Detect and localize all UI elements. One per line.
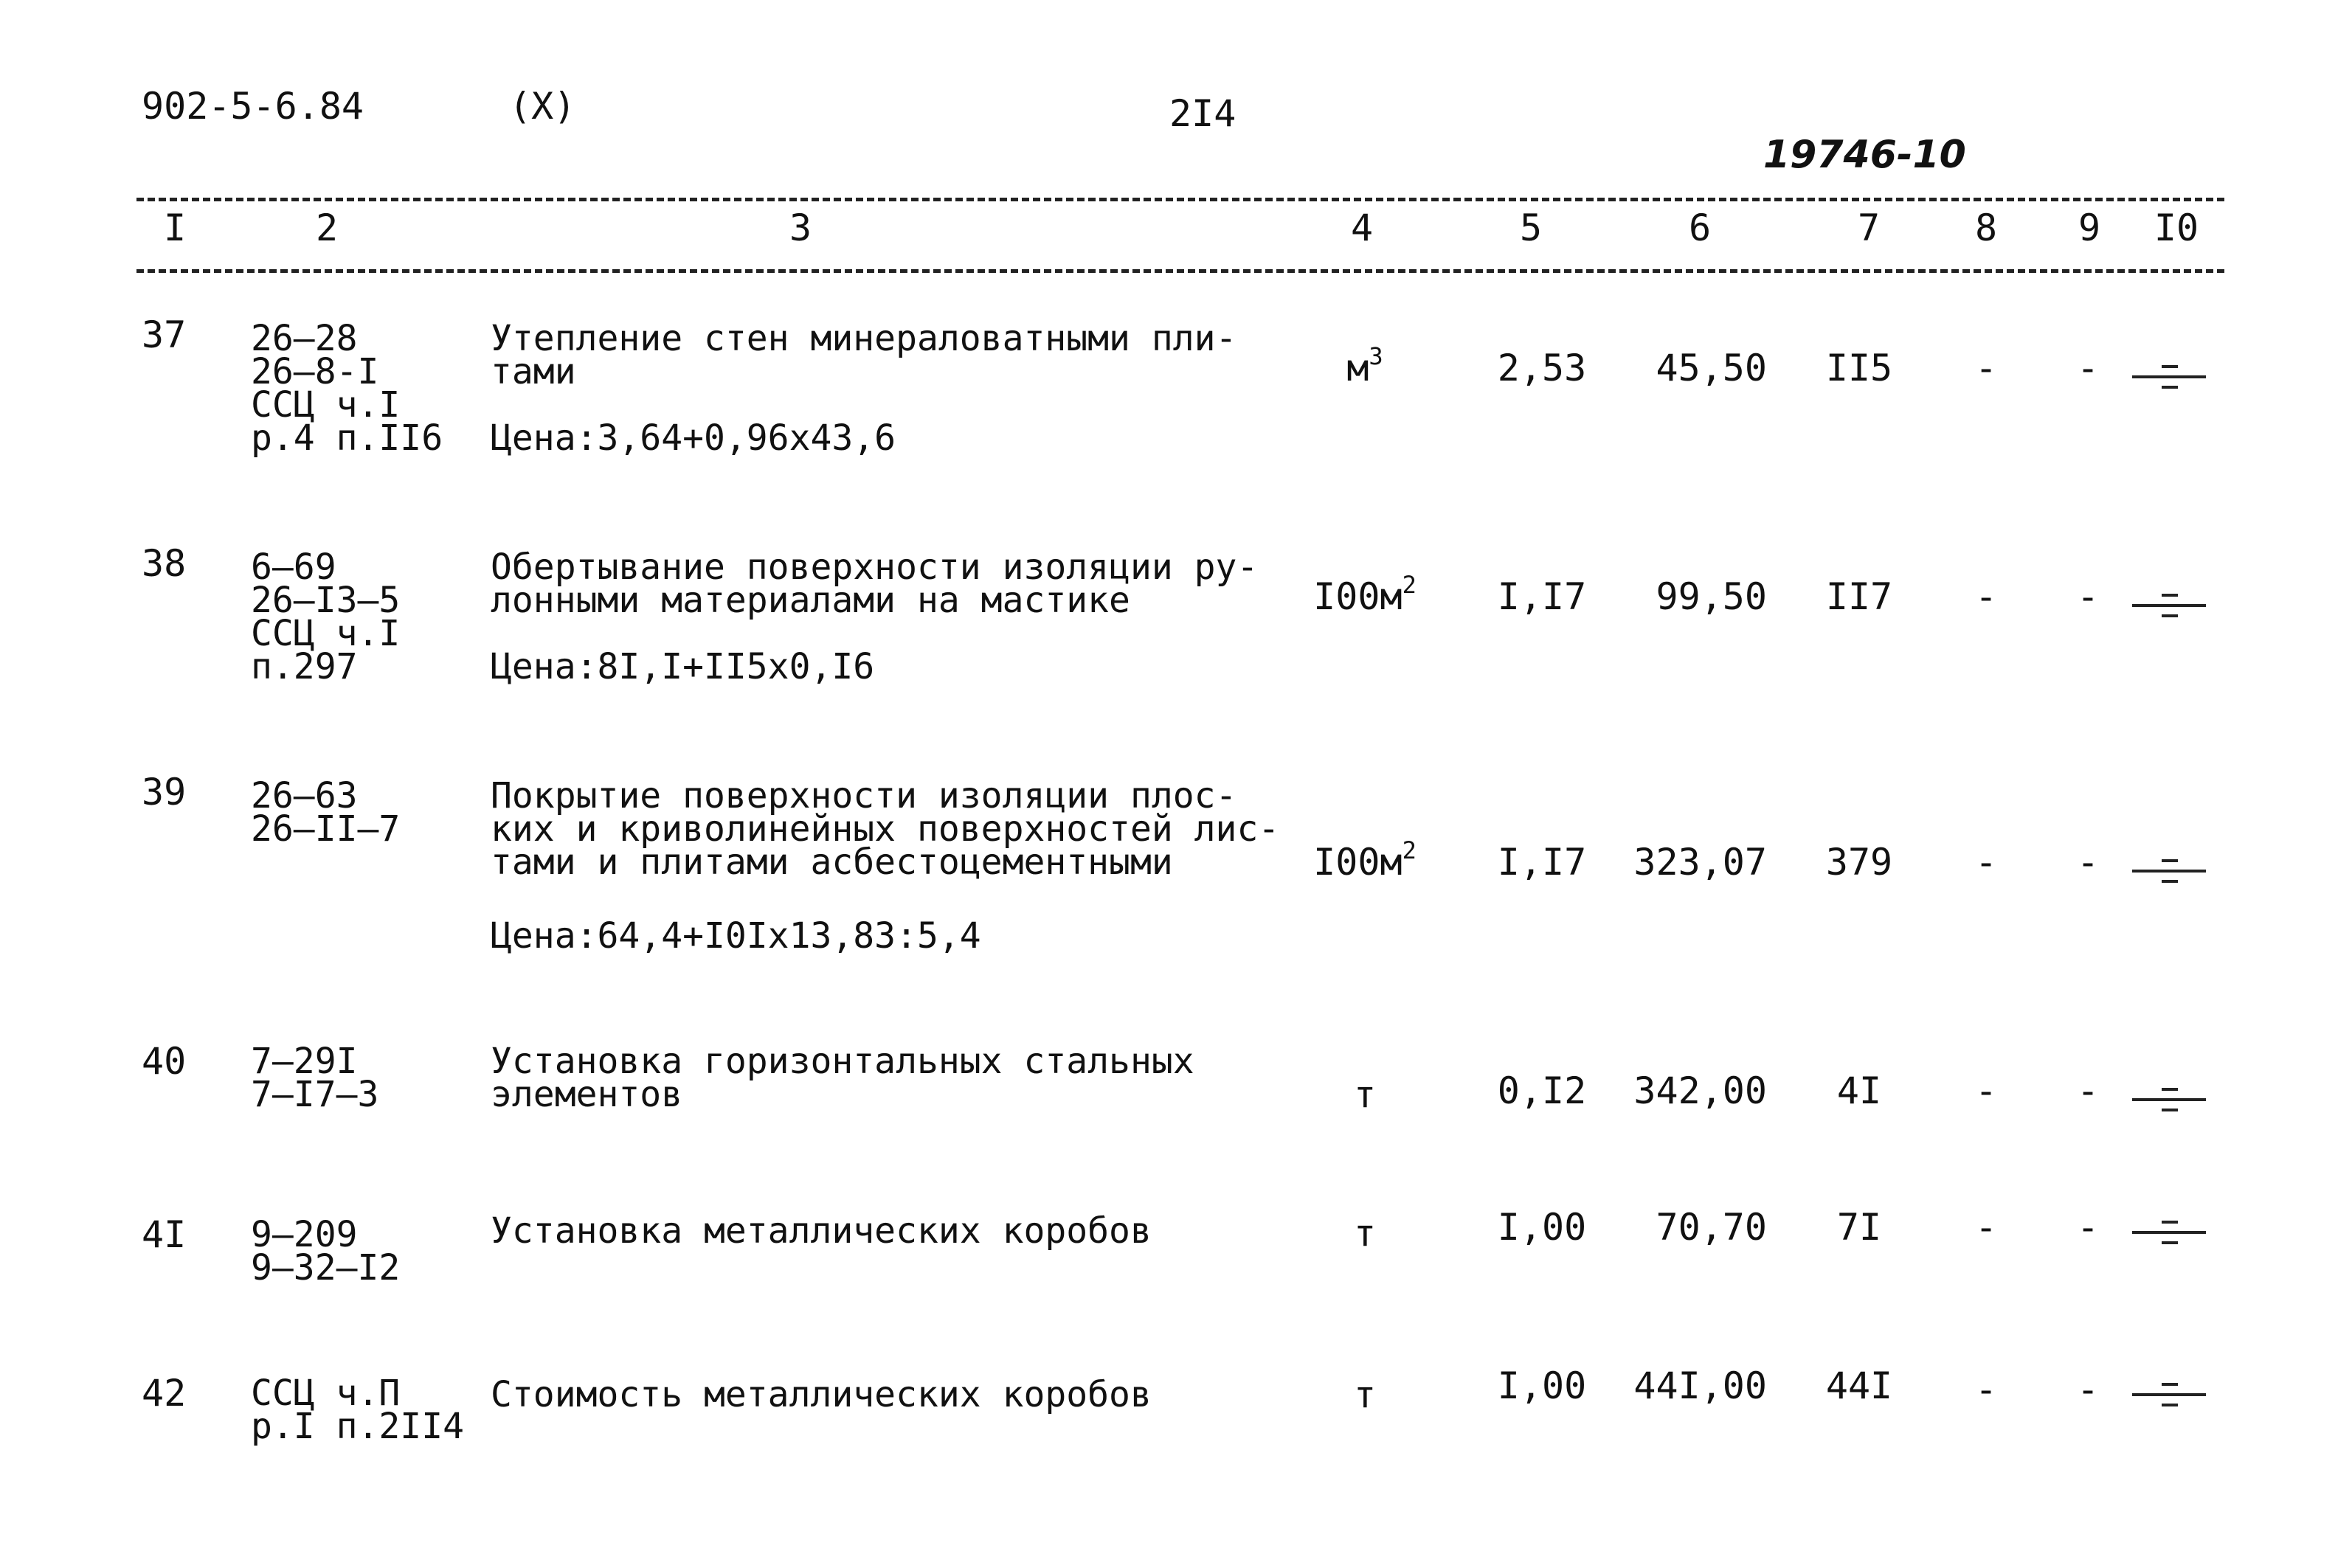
quantity: 0,I2 (1497, 1069, 1587, 1112)
description-line: Установка горизонтальных стальных (491, 1041, 1194, 1082)
unit (1298, 342, 1431, 389)
description-line: лонными материалами на мастике (491, 580, 1130, 621)
quantity: I,I7 (1497, 841, 1587, 884)
code-line: р.4 п.II6 (251, 417, 443, 459)
column-header: 5 (1519, 207, 1543, 249)
description-line: ких и криволинейных поверхностей лис- (491, 808, 1280, 850)
column-header: 4 (1350, 207, 1374, 249)
description-line: Установка металлических коробов (491, 1210, 1152, 1252)
code-line: ССЦ ч.П (251, 1373, 401, 1414)
unit-exponent: 2 (1402, 571, 1417, 599)
price-formula: Цена:8I,I+II5х0,I6 (491, 646, 875, 687)
unit-rate: 70,70 (1656, 1206, 1767, 1249)
row-number: 4I (142, 1213, 187, 1256)
code-line: 9–32–I2 (251, 1247, 401, 1288)
unit-rate: 342,00 (1633, 1069, 1767, 1112)
description-line: Покрытие поверхности изоляции плос- (491, 775, 1237, 816)
page-number: 2I4 (1169, 92, 1236, 135)
description-line: Утепление стен минераловатными пли- (491, 318, 1237, 359)
code-line: 26–I3–5 (251, 580, 401, 621)
archive-stamp-number: 19746-10 (1763, 133, 1966, 177)
column-9-value: - (2076, 347, 2100, 389)
column-8-value: - (1974, 1368, 1998, 1411)
column-header: 9 (2078, 207, 2101, 249)
row-number: 40 (142, 1040, 187, 1083)
total-cost: 379 (1825, 841, 1893, 884)
unit-text: I00м (1313, 575, 1402, 618)
total-cost: 7I (1836, 1206, 1882, 1249)
column-header: 2 (315, 207, 339, 249)
section-label: (X) (509, 85, 576, 128)
description-line: Стоимость металлических коробов (491, 1374, 1152, 1415)
code-line: 26–63 (251, 775, 358, 816)
unit-text: т (1353, 1373, 1377, 1416)
unit (1298, 1373, 1431, 1416)
column-8-value: - (1974, 575, 1998, 618)
column-9-value: - (2076, 1368, 2100, 1411)
unit-text: м (1346, 347, 1369, 389)
column-8-value: - (1974, 347, 1998, 389)
row-number: 39 (142, 771, 187, 814)
row-number: 37 (142, 313, 187, 356)
column-header: I (163, 207, 187, 249)
unit-rate: 45,50 (1656, 347, 1767, 389)
code-line: 26–28 (251, 318, 358, 359)
code-line: 7–29I (251, 1041, 358, 1082)
header-top-rule (136, 198, 2224, 201)
unit-rate: 323,07 (1633, 841, 1767, 884)
column-header: 8 (1974, 207, 1998, 249)
price-formula: Цена:64,4+I0Iх13,83:5,4 (491, 915, 981, 957)
quantity: I,00 (1497, 1364, 1587, 1407)
code-line: 26–II–7 (251, 808, 401, 850)
description-line: Обертывание поверхности изоляции ру- (491, 547, 1259, 588)
unit-exponent: 3 (1369, 342, 1383, 370)
code-line: 9–209 (251, 1214, 358, 1255)
code-line: 26–8-I (251, 351, 379, 392)
total-cost: 4I (1836, 1069, 1882, 1112)
column-9-value: - (2076, 1069, 2100, 1112)
description-line: тами и плитами асбестоцементными (491, 842, 1173, 883)
description-line: тами (491, 351, 576, 392)
ditto-mark (2132, 1080, 2213, 1124)
code-line: п.297 (251, 646, 358, 687)
unit-rate: 44I,00 (1633, 1364, 1767, 1407)
column-8-value: - (1974, 1206, 1998, 1249)
quantity: I,I7 (1497, 575, 1587, 618)
quantity: 2,53 (1497, 347, 1587, 389)
total-cost: 44I (1825, 1364, 1893, 1407)
code-line: 7–I7–3 (251, 1074, 379, 1115)
unit-exponent: 2 (1402, 836, 1417, 864)
code-line: ССЦ ч.I (251, 613, 401, 654)
document-code: 902-5-6.84 (142, 85, 364, 128)
row-number: 42 (142, 1372, 187, 1415)
ditto-mark (2132, 358, 2213, 401)
header-bottom-rule (136, 269, 2224, 273)
column-header: 7 (1857, 207, 1881, 249)
column-9-value: - (2076, 1206, 2100, 1249)
column-8-value: - (1974, 1069, 1998, 1112)
code-line: 6–69 (251, 547, 336, 588)
column-header: I0 (2154, 207, 2199, 249)
unit (1298, 1212, 1431, 1255)
price-formula: Цена:3,64+0,96х43,6 (491, 417, 896, 459)
unit-text: т (1353, 1212, 1377, 1255)
ditto-mark (2132, 1376, 2213, 1419)
column-8-value: - (1974, 841, 1998, 884)
total-cost: II7 (1825, 575, 1893, 618)
ditto-mark (2132, 1213, 2213, 1257)
unit (1298, 1073, 1431, 1116)
description-line: элементов (491, 1074, 683, 1115)
column-header: 6 (1688, 207, 1712, 249)
code-line: ССЦ ч.I (251, 384, 401, 426)
code-line: р.I п.2II4 (251, 1406, 464, 1447)
column-header: 3 (789, 207, 812, 249)
unit-text: I00м (1313, 841, 1402, 884)
ditto-mark (2132, 586, 2213, 630)
quantity: I,00 (1497, 1206, 1587, 1249)
unit-text: т (1353, 1073, 1377, 1116)
unit-rate: 99,50 (1656, 575, 1767, 618)
column-9-value: - (2076, 575, 2100, 618)
column-9-value: - (2076, 841, 2100, 884)
unit (1298, 836, 1431, 884)
row-number: 38 (142, 542, 187, 585)
unit (1298, 571, 1431, 618)
total-cost: II5 (1825, 347, 1893, 389)
ditto-mark (2132, 852, 2213, 895)
